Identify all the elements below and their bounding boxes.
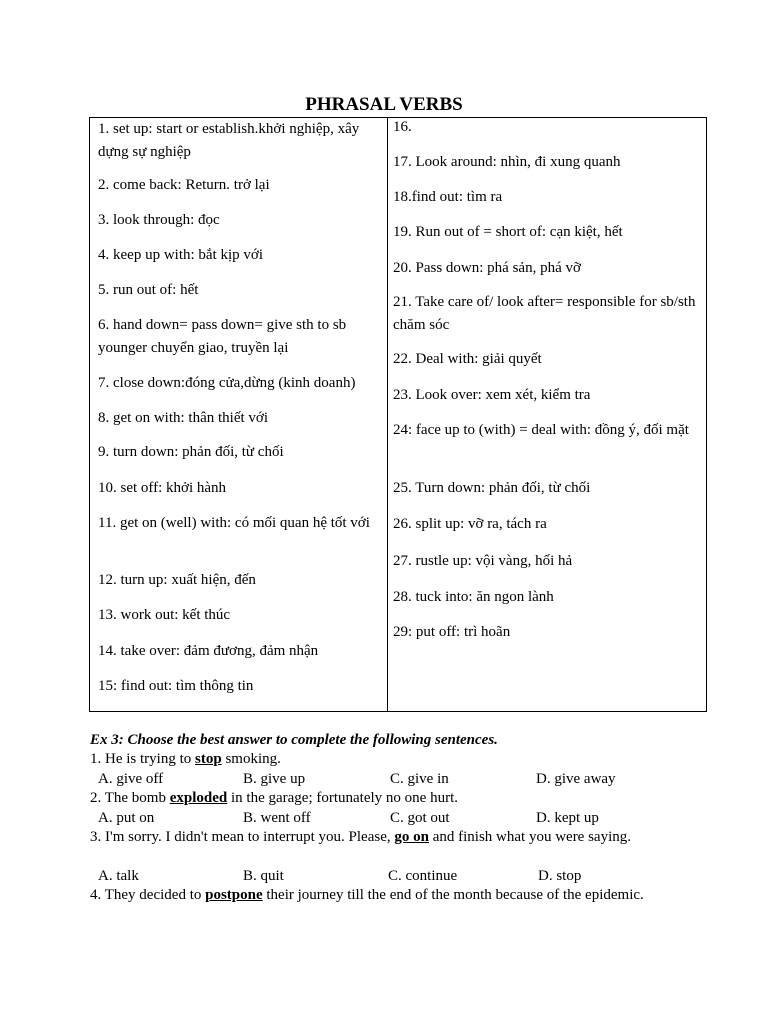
question-4 <box>90 886 710 906</box>
question-keyword: go on <box>394 829 429 845</box>
table-entry: 5. run out of: hết <box>98 282 199 298</box>
table-entry: 18.find out: tìm ra <box>393 189 503 205</box>
table-column-left <box>90 118 388 711</box>
table-entry: 23. Look over: xem xét, kiểm tra <box>393 387 591 403</box>
question-text: 2. The bomb <box>90 790 170 806</box>
option-b[interactable]: B. give up <box>243 771 306 787</box>
option-b[interactable]: B. quit <box>243 868 284 884</box>
table-entry: 2. come back: Return. trở lại <box>98 177 270 193</box>
option-d[interactable]: D. give away <box>536 771 616 787</box>
table-entry: 25. Turn down: phản đối, từ chối <box>393 480 591 496</box>
table-entry: 11. get on (well) with: có mối quan hệ tốt với <box>98 515 370 531</box>
question-keyword: postpone <box>205 887 263 903</box>
table-column-right <box>388 118 706 711</box>
table-entry: 1. set up: start or establish.khởi nghiệp, xây dựng sự nghiệp <box>98 121 360 160</box>
option-a[interactable]: A. put on <box>98 810 155 826</box>
question-2 <box>90 789 710 826</box>
table-entry: 10. set off: khởi hành <box>98 480 227 496</box>
table-entry: 20. Pass down: phá sản, phá vỡ <box>393 260 581 276</box>
table-entry: 24: face up to (with) = deal with: đồng ý, đối mặt <box>393 422 689 438</box>
question-text: 3. I'm sorry. I didn't mean to interrupt you. Please, <box>90 829 395 845</box>
table-entry: 26. split up: vỡ ra, tách ra <box>393 516 547 532</box>
table-entry: 15: find out: tìm thông tin <box>98 678 254 694</box>
option-c[interactable]: C. give in <box>390 771 449 787</box>
table-entry: 6. hand down= pass down= give sth to sb younger chuyển giao, truyền lại <box>98 317 347 356</box>
option-d[interactable]: D. stop <box>538 868 582 884</box>
option-a[interactable]: A. talk <box>98 868 139 884</box>
table-entry: 8. get on with: thân thiết với <box>98 410 268 426</box>
question-3 <box>90 828 710 884</box>
table-entry: 22. Deal with: giải quyết <box>393 351 542 367</box>
question-text: and finish what you were saying. <box>428 829 632 845</box>
option-b[interactable]: B. went off <box>243 810 311 826</box>
table-entry: 3. look through: đọc <box>98 212 220 228</box>
table-entry: 12. turn up: xuất hiện, đến <box>98 572 256 588</box>
table-entry: 17. Look around: nhìn, đi xung quanh <box>393 154 621 170</box>
question-text: smoking. <box>221 751 281 767</box>
table-entry: 7. close down:đóng cửa,dừng (kinh doanh) <box>98 375 356 391</box>
page-title: PHRASAL VERBS <box>305 94 463 115</box>
table-entry: 19. Run out of = short of: cạn kiệt, hết <box>393 224 623 240</box>
question-1 <box>90 750 710 787</box>
question-text: 1. He is trying to <box>90 751 195 767</box>
answer-options <box>90 809 710 829</box>
table-entry: 27. rustle up: vội vàng, hối hả <box>393 553 573 569</box>
question-keyword: exploded <box>169 790 228 806</box>
table-entry: 16. <box>393 119 412 135</box>
option-c[interactable]: C. got out <box>390 810 450 826</box>
table-entry: 13. work out: kết thúc <box>98 607 231 623</box>
answer-options <box>90 867 710 887</box>
table-entry: 29: put off: trì hoãn <box>393 624 511 640</box>
table-entry: 14. take over: đảm đương, đảm nhận <box>98 643 319 659</box>
option-c[interactable]: C. continue <box>388 868 458 884</box>
question-keyword: stop <box>195 751 222 767</box>
table-entry: 4. keep up with: bắt kịp với <box>98 247 263 263</box>
phrasal-verbs-table <box>89 117 707 712</box>
question-text: 4. They decided to <box>90 887 206 903</box>
option-d[interactable]: D. kept up <box>536 810 599 826</box>
table-entry: 9. turn down: phản đối, từ chối <box>98 444 284 460</box>
question-text: in the garage; fortunately no one hurt. <box>227 790 458 806</box>
exercise-heading: Ex 3: Choose the best answer to complete the following sentences. <box>90 732 498 748</box>
table-entry: 28. tuck into: ăn ngon lành <box>393 589 554 605</box>
option-a[interactable]: A. give off <box>98 771 164 787</box>
question-text: their journey till the end of the month because of the epidemic. <box>262 887 644 903</box>
table-entry: 21. Take care of/ look after= responsible for sb/sth chăm sóc <box>393 294 696 333</box>
answer-options <box>90 770 710 790</box>
